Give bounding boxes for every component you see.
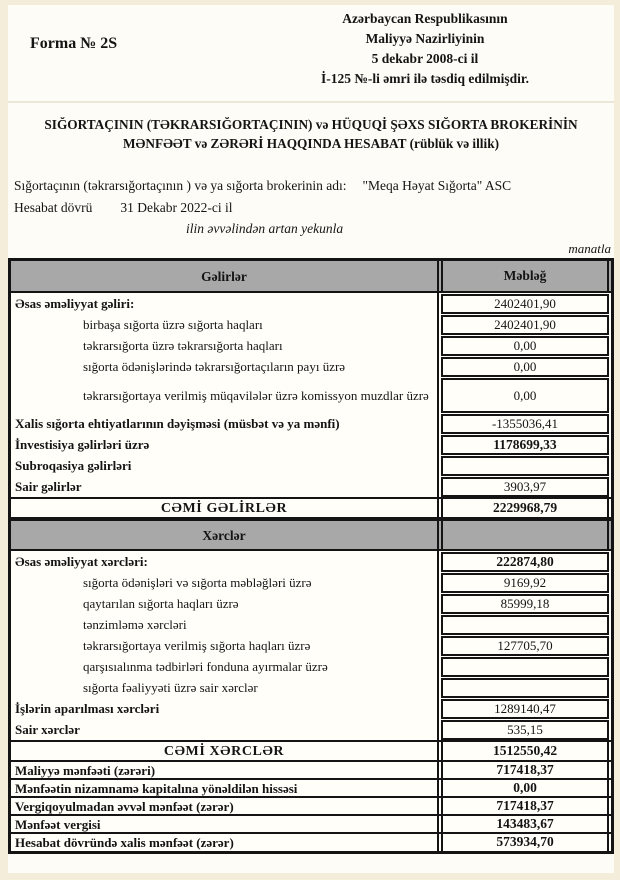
table-row xyxy=(11,593,611,614)
approval-stamp xyxy=(250,9,600,89)
summary-row xyxy=(11,780,611,798)
table-row xyxy=(11,635,611,656)
row-label: sığorta fəaliyyəti üzrə sair xərclər xyxy=(11,677,439,698)
row-value: -1355036,41 xyxy=(441,414,609,434)
row-label: Hesabat dövründə xalis mənfəət (zərər) xyxy=(11,834,439,851)
row-value: 9169,92 xyxy=(441,573,609,593)
row-label: Sair xərclər xyxy=(11,719,439,740)
expense-header-amount xyxy=(441,521,609,549)
row-label: İşlərin aparılması xərcləri xyxy=(11,698,439,719)
table-row xyxy=(11,572,611,593)
row-label: Xalis sığorta ehtiyatlarının dəyişməsi (müsbət və ya mənfi) xyxy=(11,413,439,434)
report-title-line2: MƏNFƏƏT və ZƏRƏRİ HAQQINDA HESABAT (rüblük və illik) xyxy=(122,136,500,151)
expense-total-row xyxy=(11,740,611,762)
row-value: 143483,67 xyxy=(441,816,609,832)
table-row xyxy=(11,356,611,377)
period-label: Hesabat dövrü xyxy=(14,200,93,215)
insurer-name: "Meqa Həyat Sığorta" ASC xyxy=(362,178,512,193)
row-value: 3903,97 xyxy=(441,477,609,497)
table-row xyxy=(11,656,611,677)
amount-header-label: Məbləğ xyxy=(441,261,609,291)
document-page xyxy=(8,5,614,873)
income-total-label: CƏMİ GƏLİRLƏR xyxy=(11,499,439,517)
row-value: 535,15 xyxy=(441,720,609,740)
row-label: qarşısıalınma tədbirləri fonduna ayırmalar üzrə xyxy=(11,656,439,677)
approval-line: 5 dekabr 2008-ci il xyxy=(371,51,479,66)
row-value xyxy=(441,657,609,677)
form-number: Forma № 2S xyxy=(30,35,118,52)
expense-total-label: CƏMİ XƏRCLƏR xyxy=(11,742,439,760)
currency-note: manatla xyxy=(568,241,611,256)
row-label: sığorta ödənişlərində təkrarsığortaçıların payı üzrə xyxy=(11,356,439,377)
row-label: Maliyyə mənfəəti (zərəri) xyxy=(11,762,439,778)
income-header-row xyxy=(11,261,611,293)
table-row xyxy=(11,476,611,497)
insurer-line xyxy=(14,177,614,194)
report-title-line1: SIĞORTAÇININ (TƏKRARSIĞORTAÇININ) və HÜQUQİ ŞƏXS SIĞORTA BROKERİNİN xyxy=(44,117,578,132)
row-value: 85999,18 xyxy=(441,594,609,614)
table-row xyxy=(11,335,611,356)
report-title xyxy=(8,115,614,153)
row-label: təkrarsığortaya verilmiş sığorta haqları üzrə xyxy=(11,635,439,656)
table-row xyxy=(11,293,611,314)
table-row xyxy=(11,314,611,335)
row-label: qaytarılan sığorta haqları üzrə xyxy=(11,593,439,614)
row-label: Mənfəət vergisi xyxy=(11,816,439,832)
row-label: İnvestisiya gəlirləri üzrə xyxy=(11,434,439,455)
row-value: 0,00 xyxy=(441,357,609,377)
row-label: Əsas əməliyyat gəliri: xyxy=(11,293,439,314)
row-label: Əsas əməliyyat xərcləri: xyxy=(11,551,439,572)
summary-row xyxy=(11,762,611,780)
table-row xyxy=(11,614,611,635)
row-value: 2402401,90 xyxy=(441,294,609,314)
row-value: 573934,70 xyxy=(441,834,609,851)
row-value: 127705,70 xyxy=(441,636,609,656)
row-value xyxy=(441,615,609,635)
row-value: 1178699,33 xyxy=(441,435,609,455)
table-row xyxy=(11,413,611,434)
row-value: 0,00 xyxy=(441,336,609,356)
table-row xyxy=(11,377,611,413)
table-row xyxy=(11,455,611,476)
row-value: 0,00 xyxy=(441,378,609,413)
row-label: Sair gəlirlər xyxy=(11,476,439,497)
table-row xyxy=(11,719,611,740)
income-total-row xyxy=(11,497,611,519)
period-line xyxy=(14,199,614,216)
expense-header-label: Xərclər xyxy=(11,521,439,549)
summary-row xyxy=(11,816,611,834)
table-row xyxy=(11,551,611,572)
row-label: təkrarsığorta üzrə təkrarsığorta haqları xyxy=(11,335,439,356)
table-row xyxy=(11,434,611,455)
row-value: 717418,37 xyxy=(441,762,609,778)
approval-line: İ-125 №-li əmri ilə təsdiq edilmişdir. xyxy=(320,71,530,86)
cumulative-note: ilin əvvəlindən artan yekunla xyxy=(186,221,344,236)
row-label: sığorta ödənişləri və sığorta məbləğləri üzrə xyxy=(11,572,439,593)
table-row xyxy=(11,698,611,719)
insurer-label: Sığortaçının (təkrarsığortaçının ) və ya sığorta brokerinin adı: xyxy=(14,178,347,193)
report-table xyxy=(8,258,614,854)
approval-line: Azərbaycan Respublikasının xyxy=(342,11,508,26)
row-value xyxy=(441,678,609,698)
row-label: Subroqasiya gəlirləri xyxy=(11,455,439,476)
expense-total-value: 1512550,42 xyxy=(441,742,609,760)
row-value: 222874,80 xyxy=(441,552,609,572)
row-value: 717418,37 xyxy=(441,798,609,814)
period-value: 31 Dekabr 2022-ci il xyxy=(120,200,233,215)
document-header xyxy=(8,5,614,89)
row-value: 1289140,47 xyxy=(441,699,609,719)
row-value: 0,00 xyxy=(441,780,609,796)
row-label: təkrarsığortaya verilmiş müqavilələr üzrə komissyon muzdlar üzrə xyxy=(11,377,439,413)
expense-header-row xyxy=(11,519,611,551)
report-info xyxy=(14,177,614,216)
approval-line: Maliyyə Nazirliyinin xyxy=(365,31,485,46)
row-label: birbaşa sığorta üzrə sığorta haqları xyxy=(11,314,439,335)
row-label: Vergiqoyulmadan əvvəl mənfəət (zərər) xyxy=(11,798,439,814)
header-separator xyxy=(8,101,614,103)
row-value xyxy=(441,456,609,476)
summary-row xyxy=(11,834,611,851)
row-label: Mənfəətin nizamnamə kapitalına yönəldilən hissəsi xyxy=(11,780,439,796)
row-label: tənzimləmə xərcləri xyxy=(11,614,439,635)
summary-row xyxy=(11,798,611,816)
income-header-label: Gəlirlər xyxy=(11,261,439,291)
income-total-value: 2229968,79 xyxy=(441,499,609,517)
table-row xyxy=(11,677,611,698)
row-value: 2402401,90 xyxy=(441,315,609,335)
